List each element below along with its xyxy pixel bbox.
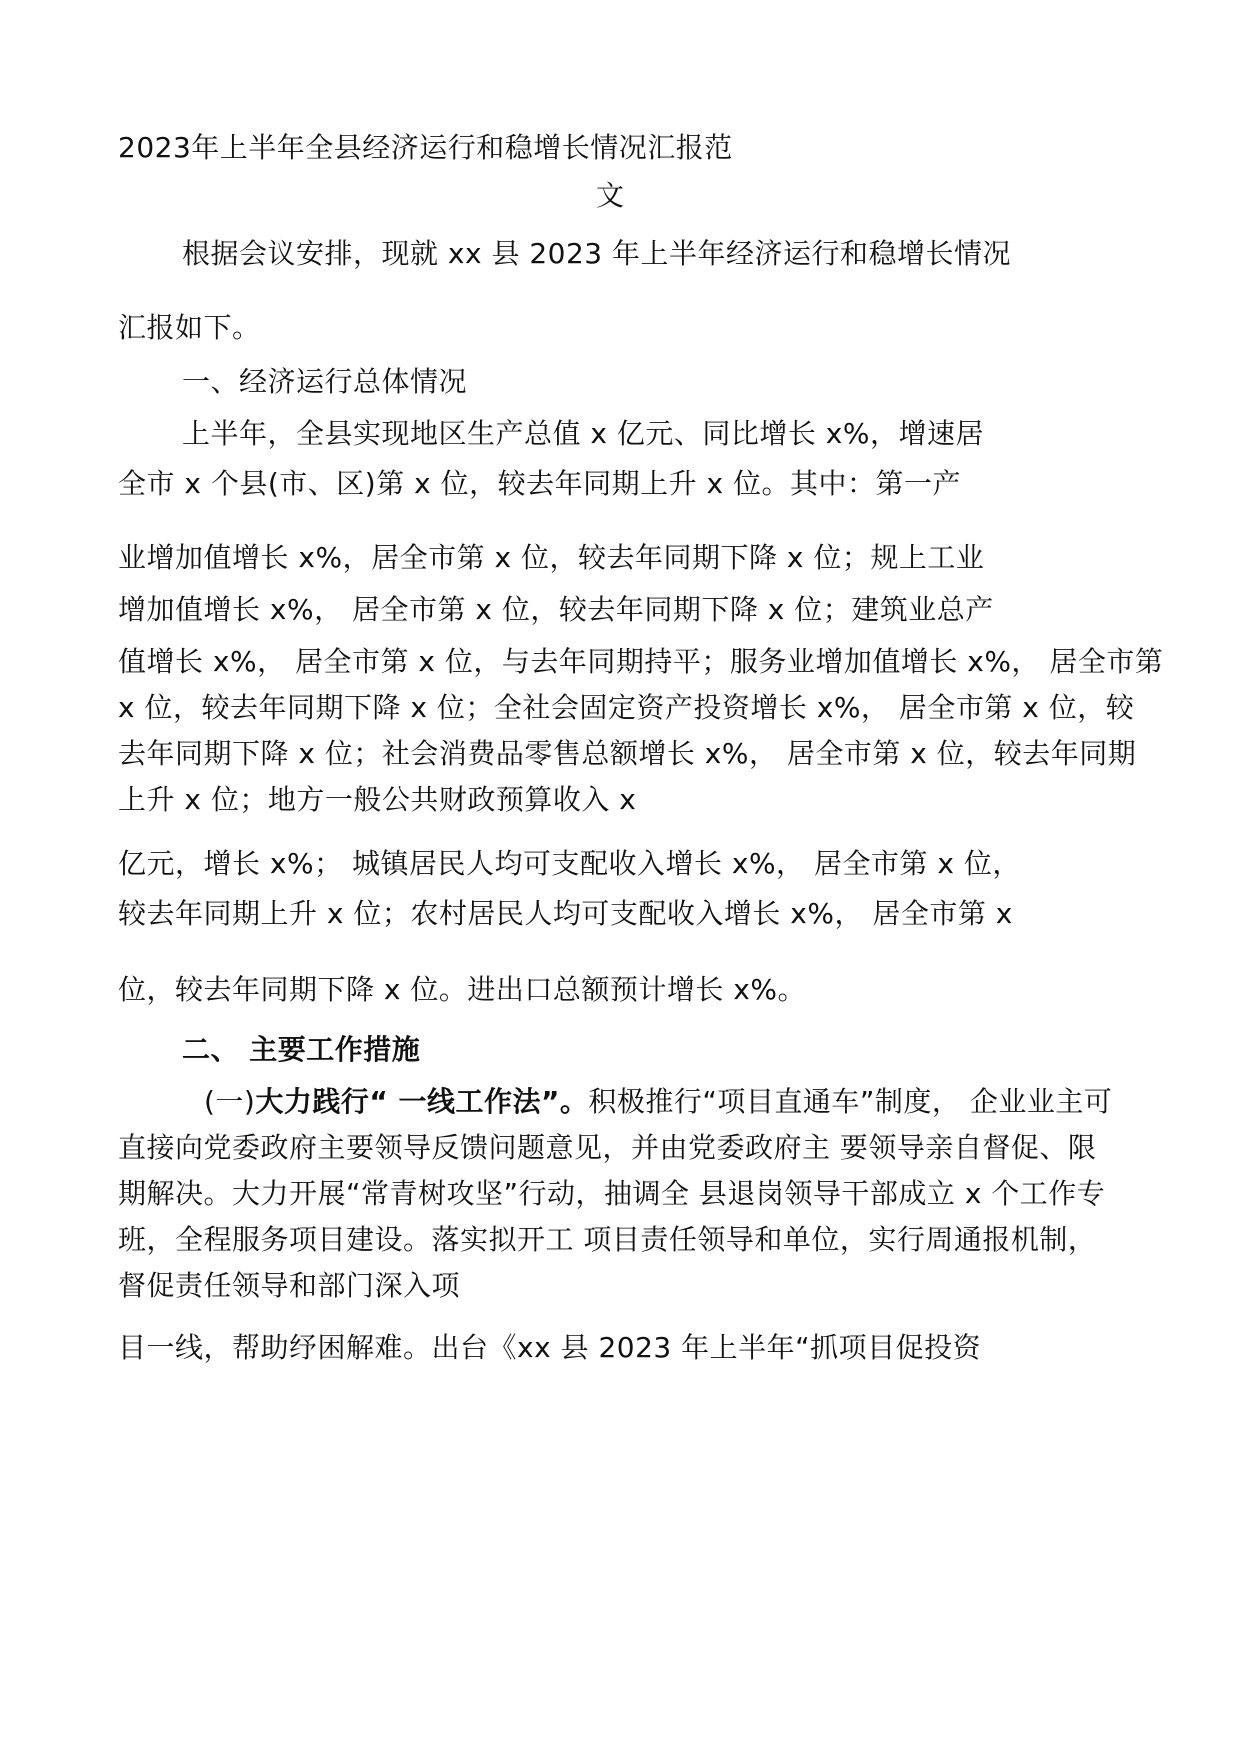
section-1-line: x 位，较去年同期下降 x 位；全社会固定资产投资增长 x%， 居全市第 x 位，较: [118, 691, 1135, 724]
subheading-number: (一): [204, 1085, 256, 1118]
subheading-rest-text: 积极推行“项目直通车”制度， 企业业主可: [588, 1085, 1113, 1118]
document-title-line-1: 2023年上半年全县经济运行和稳增长情况汇报范: [118, 131, 733, 164]
section-1-line: 上半年，全县实现地区生产总值 x 亿元、同比增长 x%，增速居: [182, 417, 984, 450]
section-1-line: 全市 x 个县(市、区)第 x 位，较去年同期上升 x 位。其中：第一产: [118, 467, 961, 500]
section-1-line: 上升 x 位；地方一般公共财政预算收入 x: [118, 783, 637, 816]
section-2-line: 督促责任领导和部门深入项: [118, 1269, 461, 1302]
document-title-line-2: 文: [596, 179, 625, 212]
subheading-bold-text: 大力践行“ 一线工作法”。: [255, 1085, 589, 1118]
section-2-line: 班，全程服务项目建设。落实拟开工 项目责任领导和单位，实行周通报机制，: [118, 1223, 1097, 1256]
section-1-line: 增加值增长 x%， 居全市第 x 位，较去年同期下降 x 位；建筑业总产: [118, 593, 994, 626]
section-1-line: 业增加值增长 x%，居全市第 x 位，较去年同期下降 x 位；规上工业: [118, 541, 985, 574]
section-1-line: 亿元，增长 x%； 城镇居民人均可支配收入增长 x%， 居全市第 x 位，: [118, 847, 1021, 880]
section-1-line: 值增长 x%， 居全市第 x 位，与去年同期持平；服务业增加值增长 x%， 居全市第: [118, 645, 1164, 678]
section-2-line: 期解决。大力开展“常青树攻坚”行动，抽调全 县退岗领导干部成立 x 个工作专: [118, 1177, 1106, 1210]
section-1-heading: 一、经济运行总体情况: [182, 365, 468, 398]
section-2-line: 目一线，帮助纾困解难。出台《xx 县 2023 年上半年“抓项目促投资: [118, 1331, 982, 1364]
section-1-line: 较去年同期上升 x 位；农村居民人均可支配收入增长 x%， 居全市第 x: [118, 897, 1013, 930]
section-1-line: 位，较去年同期下降 x 位。进出口总额预计增长 x%。: [118, 973, 806, 1006]
section-2-heading: 二、 主要工作措施: [182, 1033, 421, 1066]
section-2-subheading-line: [204, 1084, 1112, 1120]
intro-paragraph-line-2: 汇报如下。: [118, 311, 261, 344]
section-1-line: 去年同期下降 x 位；社会消费品零售总额增长 x%， 居全市第 x 位，较去年同期: [118, 737, 1137, 770]
intro-paragraph-line-1: 根据会议安排，现就 xx 县 2023 年上半年经济运行和稳增长情况: [182, 237, 1012, 270]
section-2-line: 直接向党委政府主要领导反馈问题意见，并由党委政府主 要领导亲自督促、限: [118, 1131, 1097, 1164]
